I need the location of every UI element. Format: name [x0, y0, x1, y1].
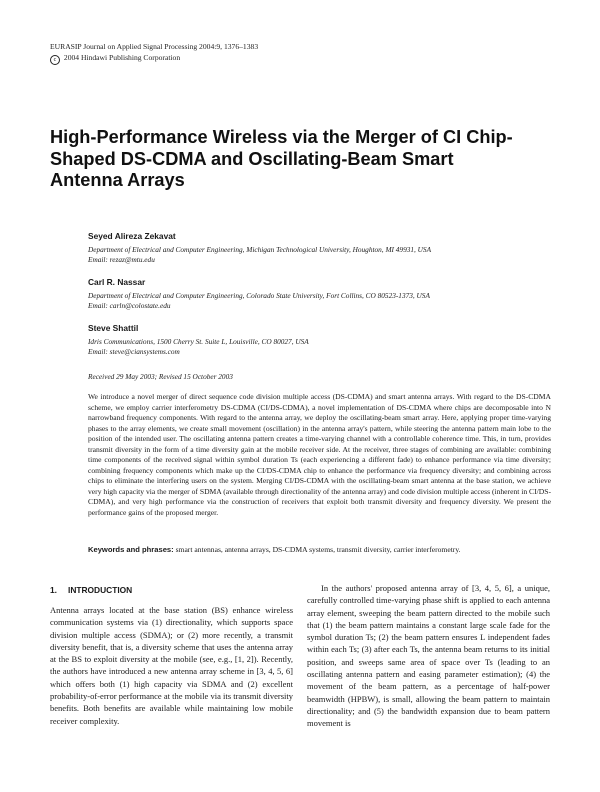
journal-copyright [50, 52, 258, 65]
keywords-label: Keywords and phrases: [88, 545, 174, 554]
copyright-icon: c [50, 55, 60, 65]
copyright-text: 2004 Hindawi Publishing Corporation [63, 53, 181, 62]
paper-title: High-Performance Wireless via the Merger of CI Chip-Shaped DS-CDMA and Oscillating-Beam Smart Antenna Arrays [50, 127, 513, 190]
body-left-column [50, 604, 293, 727]
journal-header [50, 41, 258, 65]
section-heading [50, 584, 132, 596]
journal-citation: EURASIP Journal on Applied Signal Processing 2004:9, 1376–1383 [50, 42, 259, 51]
keywords [88, 545, 551, 556]
author-block-1 [88, 230, 548, 265]
body-paragraph: In the authors' proposed antenna array of [3, 4, 5, 6], a unique, carefully controlled time-varying phase shift is applied to each antenna array element, sweeping the beam pattern directed to the mobile such that (1) the beam pattern maintains a constant large scale fade for the symbol duration Ts; (2) the beam pattern ensures L independent fades within each Ts; (3) after each Ts, the antenna beam returns to its initial position, and sweeps same area of space over Ts (leading to an oscillating antenna pattern and easing parameter estimation); (4) the movement of the beam pattern, as a percentage of half-power beamwidth (HPBW), is small, allowing the beam pattern to maintain directionality; and (5) the bandwidth expansion due to beam pattern movement is [307, 583, 550, 729]
author-email: Email: carln@colostate.edu [88, 301, 171, 310]
abstract: We introduce a novel merger of direct sequence code division multiple access (DS-CDMA) and smart antenna arrays. With regard to the DS-CDMA scheme, we employ carrier interferometry DS-CDMA (CI/DS-CDMA), a novel implementation of DS-CDMA where chips are decomposable into N narrowband frequency components. With regard to the antenna array, we deploy the oscillating-beam smart array. Here, applying proper time-varying phases to the array elements, we create small movement (oscillation) in the antenna array's pattern, while steering the antenna pattern main lobe to the position of the intended user. The oscillating antenna pattern creates a time-varying channel with a controllable coherence time. This, in turn, provides transmit diversity in the form of a time diversity gain at the mobile receiver side. At the receiver, three stages of combining are available: combining time components of the received signal within symbol duration Ts (each experiencing a different fade) to enhance performance via time diversity; combining frequency components which make up the CI/DS-CDMA chip to enhance the performance via frequency diversity; and combining across chips to eliminate the interfering users on the system. Merging CI/DS-CDMA with the oscillating-beam smart antenna at the base station, we achieve very high capacity via the merger of SDMA (available through directionality of the antenna array) and code division multiple access (inherent in CI/DS-CDMA), and very high performance via the construction of receivers that exploit both transmit diversity and frequency diversity. We present the performance gains of the proposed merger. [88, 392, 551, 518]
section-title: INTRODUCTION [68, 585, 133, 595]
body-right-column [307, 582, 550, 730]
author-email: Email: steve@ciansystems.com [88, 347, 180, 356]
keywords-text: smart antennas, antenna arrays, DS-CDMA systems, transmit diversity, carrier interferometry. [175, 545, 461, 554]
author-email: Email: rezaz@mtu.edu [88, 255, 155, 264]
author-block-2 [88, 276, 548, 311]
author-affiliation: Department of Electrical and Computer Engineering, Michigan Technological University, Houghton, MI 49931, USA [88, 245, 432, 254]
received-dates: Received 29 May 2003; Revised 15 October 2003 [88, 372, 233, 381]
author-name: Seyed Alireza Zekavat [88, 231, 176, 241]
section-number: 1. [50, 585, 57, 595]
author-name: Carl R. Nassar [88, 277, 146, 287]
body-paragraph: Antenna arrays located at the base station (BS) enhance wireless communication systems via (1) directionality, which supports space division multiple access (SDMA); or (2) more recently, a transmit diversity benefit, that is, a diversity scheme that uses the antenna array at the BS to exploit diversity at the mobile (see, e.g., [1, 2]). Recently, the authors have introduced a new antenna array scheme in [3, 4, 5, 6] which offers both (1) high capacity via SDMA and (2) excellent probability-of-error performance at the mobile via its transmit diversity benefits. Both benefits are available while maintaining low mobile receiver complexity. [50, 605, 293, 726]
author-name: Steve Shattil [88, 323, 139, 333]
author-affiliation: Idris Communications, 1500 Cherry St. Suite L, Louisville, CO 80027, USA [88, 337, 309, 346]
author-block-3 [88, 322, 548, 357]
author-affiliation: Department of Electrical and Computer Engineering, Colorado State University, Fort Collins, CO 80523-1373, USA [88, 291, 430, 300]
